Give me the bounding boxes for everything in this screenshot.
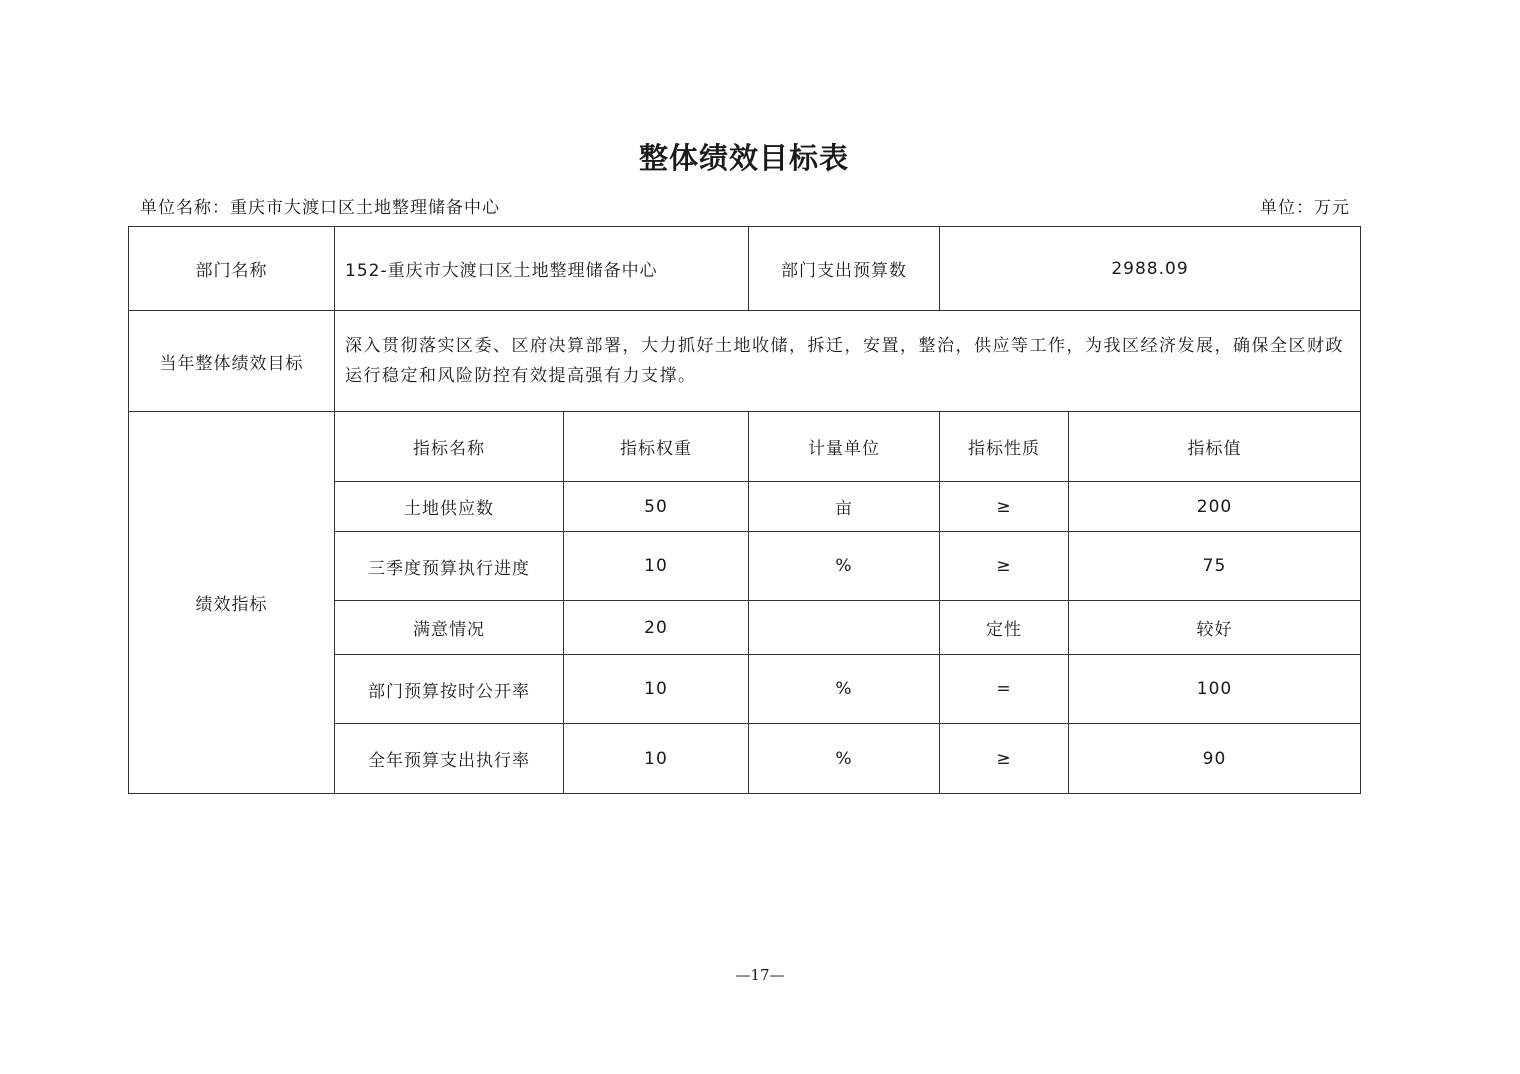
indicator-header-row	[129, 412, 1361, 482]
indicator-nature: 定性	[940, 601, 1069, 655]
indicator-name: 全年预算支出执行率	[335, 724, 564, 794]
indicator-name: 满意情况	[335, 601, 564, 655]
currency-unit-label: 单位：万元	[1260, 198, 1350, 218]
indicator-weight: 10	[564, 532, 749, 601]
indicator-value: 200	[1069, 482, 1361, 532]
header-value: 指标值	[1069, 412, 1361, 482]
indicator-name: 土地供应数	[335, 482, 564, 532]
header-weight: 指标权重	[564, 412, 749, 482]
indicator-weight: 50	[564, 482, 749, 532]
indicator-value: 75	[1069, 532, 1361, 601]
indicator-unit: %	[749, 532, 940, 601]
indicator-name: 部门预算按时公开率	[335, 655, 564, 724]
page-number: —17—	[735, 966, 785, 984]
indicator-nature: ≥	[940, 482, 1069, 532]
indicator-unit: %	[749, 724, 940, 794]
indicator-name: 三季度预算执行进度	[335, 532, 564, 601]
indicators-label: 绩效指标	[129, 412, 335, 794]
dept-name-label: 部门名称	[129, 227, 335, 311]
indicator-nature: ≥	[940, 532, 1069, 601]
page-title: 整体绩效目标表	[638, 141, 849, 175]
goal-label: 当年整体绩效目标	[129, 311, 335, 412]
indicator-nature: ≥	[940, 724, 1069, 794]
unit-name-label: 单位名称：重庆市大渡口区土地整理储备中心	[140, 198, 500, 218]
indicator-weight: 20	[564, 601, 749, 655]
header-nature: 指标性质	[940, 412, 1069, 482]
indicator-value: 90	[1069, 724, 1361, 794]
budget-value: 2988.09	[940, 227, 1361, 311]
dept-row	[129, 227, 1361, 311]
indicator-unit: 亩	[749, 482, 940, 532]
indicator-weight: 10	[564, 724, 749, 794]
budget-label: 部门支出预算数	[749, 227, 940, 311]
header-name: 指标名称	[335, 412, 564, 482]
indicator-value: 较好	[1069, 601, 1361, 655]
indicator-unit	[749, 601, 940, 655]
goal-row	[129, 311, 1361, 412]
indicator-value: 100	[1069, 655, 1361, 724]
dept-name-value: 152-重庆市大渡口区土地整理储备中心	[335, 227, 749, 311]
performance-goal-table	[128, 226, 1361, 794]
indicator-weight: 10	[564, 655, 749, 724]
goal-text: 深入贯彻落实区委、区府决算部署，大力抓好土地收储，拆迁，安置，整治，供应等工作，为我区经济发展，确保全区财政运行稳定和风险防控有效提高强有力支撑。	[335, 311, 1361, 412]
indicator-unit: %	[749, 655, 940, 724]
header-unit: 计量单位	[749, 412, 940, 482]
indicator-nature: =	[940, 655, 1069, 724]
